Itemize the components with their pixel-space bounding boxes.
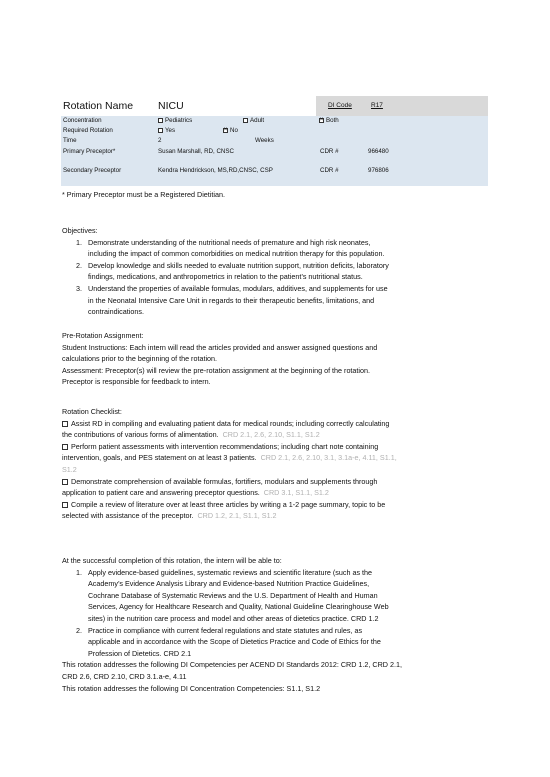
secondary-preceptor-label: Secondary Preceptor [63,167,122,174]
pre-rotation-line: Student Instructions: Each intern will read the articles provided and answer assigned questions and [62,342,378,352]
checkbox-icon [243,118,248,123]
concentration-competencies-line: This rotation addresses the following DI Concentration Competencies: S1.1, S1.2 [62,683,321,693]
checkbox-icon [158,118,163,123]
citation: CRD 1.2, 2.1, S1.1, S1.2 [197,511,277,521]
completion-item: 2. Practice in compliance with current federal regulations and state statutes and rules, as applicable and in accordance with the Scope of Dietetics Practice and Code of Ethics for the Profession of Dietetics. CRD 2.1 [76,625,381,658]
objectives-heading: Objectives: [62,226,98,235]
objective-item: 2. Develop knowledge and skills needed to evaluate nutrition support, nutrition deficits, laboratory findings, medications, and anthropometrics in relation to the patient’s nutritional status. [76,260,389,282]
secondary-cdr-label: CDR # [320,167,339,174]
completion-item: 1. Apply evidence-based guidelines, systematic reviews and scientific literature (such as the Academy’s Evidence Analysis Library and Evidence-based Nutrition Practice Guidelines, Cochrane Database of Systematic Reviews and the U.S. Department of Health and Human Services, Agency for Healthcare Research and Quality, National Guideline Clearinghouse Web sites) in the nutrition care process and model and other areas of dietetics practice. CRD 1.2 [76,567,389,623]
di-competencies-line: This rotation addresses the following DI Competencies per ACEND DI Standards 2012: CRD 1.2, CRD 2.1, [62,660,402,670]
citation: S1.2 [62,464,77,474]
required-option-yes[interactable]: Yes [158,127,175,134]
checkbox-icon[interactable] [62,444,68,450]
checklist-item: Perform patient assessments with intervention recommendations; including chart note containing intervention, goals, and PES statement on at least 3 patients. CRD 2.1, 2.6, 2.10, 3.1, 3.1a-e, 4.11, S1.1, S1.2 [62,441,494,476]
pre-rotation-heading: Pre-Rotation Assignment: [62,331,144,340]
completion-section [62,555,494,694]
primary-preceptor-value: Susan Marshall, RD, CNSC [158,148,234,155]
concentration-label: Concentration [63,117,102,124]
checked-checkbox-icon [223,128,228,133]
checked-checkbox-icon [319,118,324,123]
checkbox-icon[interactable] [62,502,68,508]
time-label: Time [63,137,77,144]
required-option-no[interactable]: × No [223,127,238,134]
rotation-name-label: Rotation Name [63,100,134,112]
primary-cdr-value: 966480 [368,148,389,155]
di-code-label: DI Code [328,102,352,109]
checklist-section [62,406,494,522]
citation: CRD 3.1, S1.1, S1.2 [263,488,329,498]
primary-cdr-label: CDR # [320,148,339,155]
di-competencies-line: CRD 2.6, CRD 2.10, CRD 3.1.a-e, 4.11 [62,671,187,681]
concentration-option-both[interactable]: × Both [319,117,339,124]
checklist-heading: Rotation Checklist: [62,407,122,416]
time-unit: Weeks [255,137,274,144]
pre-rotation-line: calculations prior to the beginning of the rotation. [62,354,218,364]
checkbox-icon[interactable] [62,479,68,485]
objective-item: 3. Understand the properties of available formulas, modulars, additives, and supplements for use in the Neonatal Intensive Care Unit in regards to their therapeutic benefits, limitations, and contraindications. [76,283,388,317]
objective-item: 1. Demonstrate understanding of the nutritional needs of premature and high risk neonates, including the impact of common comorbidities on medical nutrition therapy for this population. [76,237,385,259]
citation: CRD 2.1, 2.6, 2.10, S1.1, S1.2 [222,430,320,440]
objectives-section [62,225,494,318]
checklist-item: Assist RD in compiling and evaluating patient data for medical rounds; including correctly calculating the contributions of various forms of alimentation. CRD 2.1, 2.6, 2.10, S1.1, S1.2 [62,418,390,440]
pre-rotation-line: Assessment: Preceptor(s) will review the pre-rotation assignment at the beginning of the rotation. [62,365,371,375]
checkbox-icon[interactable] [62,421,68,427]
secondary-cdr-value: 976806 [368,167,389,174]
time-value: 2 [158,137,162,144]
checklist-item: Demonstrate comprehension of available formulas, fortifiers, modulars and supplements through application to patient care and answering preceptor questions. CRD 3.1, S1.1, S1.2 [62,476,378,498]
pre-rotation-line: Preceptor is responsible for feedback to intern. [62,377,211,387]
preceptor-footnote: * Primary Preceptor must be a Registered Dietitian. [62,190,225,199]
checkbox-icon [158,128,163,133]
checklist-item: Compile a review of literature over at least three articles by writing a 1-2 page summary, topic to be selected with assistance of the preceptor. CRD 1.2, 2.1, S1.1, S1.2 [62,499,386,521]
required-rotation-label: Required Rotation [63,127,113,134]
rotation-header-table [61,96,488,186]
di-code-value: R17 [371,102,383,109]
secondary-preceptor-value: Kendra Hendrickson, MS,RD,CNSC, CSP [158,167,273,174]
concentration-option-adult[interactable]: Adult [243,117,264,124]
primary-preceptor-label: Primary Preceptor* [63,148,116,155]
pre-rotation-section [62,330,494,388]
completion-intro: At the successful completion of this rotation, the intern will be able to: [62,556,282,565]
concentration-option-pediatrics[interactable]: Pediatrics [158,117,192,124]
rotation-name-value: NICU [158,100,184,112]
citation: CRD 2.1, 2.6, 2.10, 3.1, 3.1a-e, 4.11, S1.1, [260,453,397,463]
